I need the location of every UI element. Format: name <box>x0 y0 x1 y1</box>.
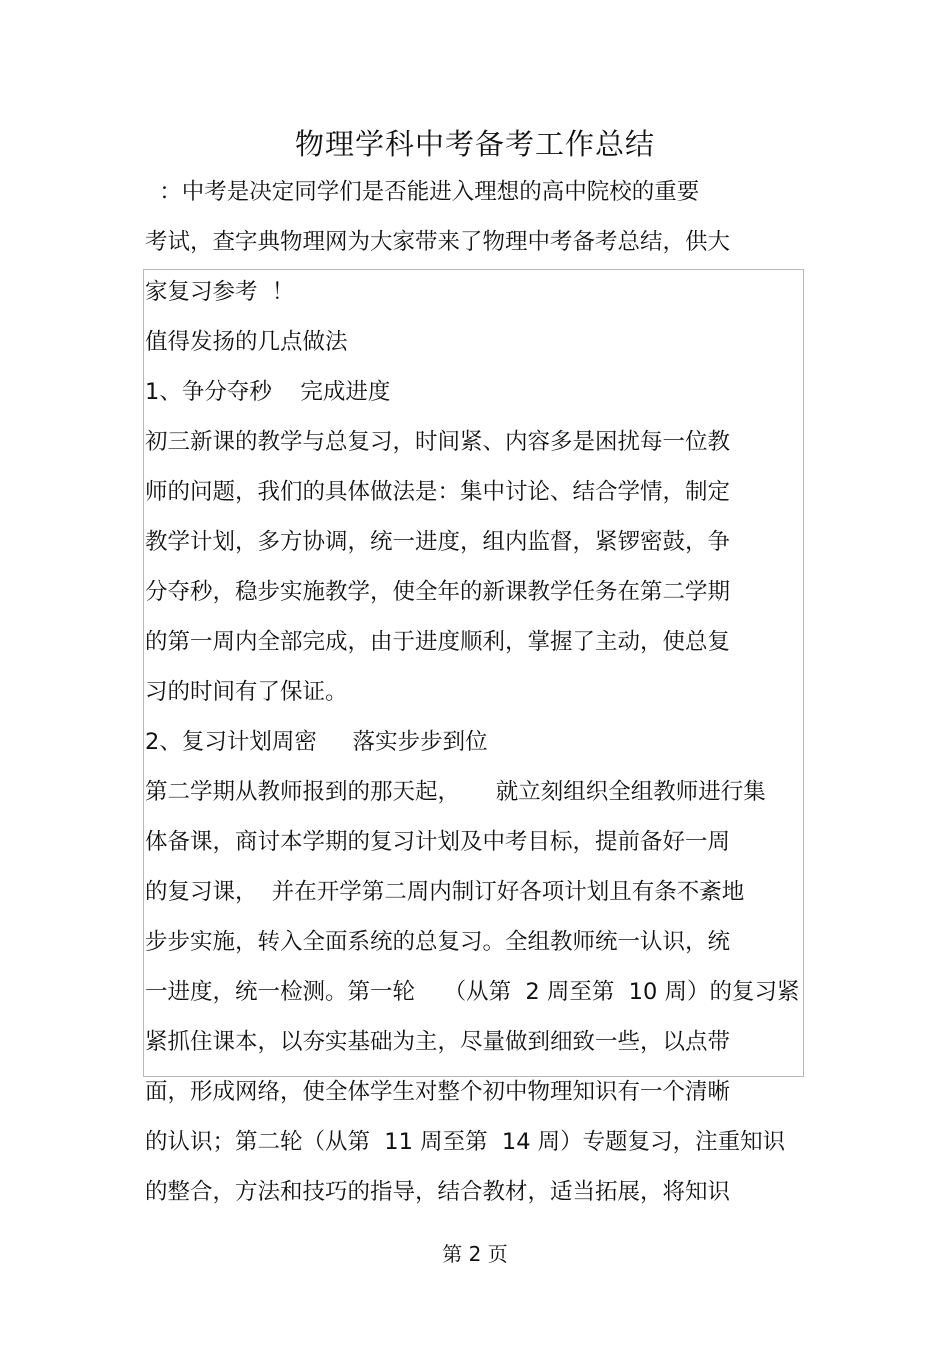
body-line: 家复习参考 ！ <box>145 279 295 305</box>
body-line: 师的问题，我们的具体做法是：集中讨论、结合学情，制定 <box>145 479 731 505</box>
body-line: 教学计划，多方协调，统一进度，组内监督，紧锣密鼓，争 <box>145 529 731 555</box>
body-line: 考试，查字典物理网为大家带来了物理中考备考总结，供大 <box>145 229 731 255</box>
page-number: 第 2 页 <box>442 1242 508 1266</box>
body-line: ：中考是决定同学们是否能进入理想的高中院校的重要 <box>145 179 700 205</box>
document-title: 物理学科中考备考工作总结 <box>294 127 655 161</box>
subsection-heading: 2、复习计划周密 落实步步到位 <box>145 729 488 755</box>
body-line: 习的时间有了保证。 <box>145 679 348 705</box>
body-line: 的第一周内全部完成，由于进度顺利，掌握了主动，使总复 <box>145 629 731 655</box>
body-line: 一进度，统一检测。第一轮 （从第 2 周至第 10 周）的复习紧 <box>145 979 800 1005</box>
body-line: 分夺秒，稳步实施教学，使全年的新课教学任务在第二学期 <box>145 579 731 605</box>
body-line: 步步实施，转入全面系统的总复习。全组教师统一认识，统 <box>145 929 731 955</box>
body-line: 第二学期从教师报到的那天起， 就立刻组织全组教师进行集 <box>145 779 766 805</box>
body-line: 的认识；第二轮（从第 11 周至第 14 周）专题复习，注重知识 <box>145 1129 786 1155</box>
body-line: 紧抓住课本，以夯实基础为主，尽量做到细致一些，以点带 <box>145 1029 731 1055</box>
section-heading: 值得发扬的几点做法 <box>145 329 348 355</box>
body-line: 初三新课的教学与总复习，时间紧、内容多是困扰每一位教 <box>145 429 731 455</box>
subsection-heading: 1、争分夺秒 完成进度 <box>145 379 391 405</box>
body-line: 的整合，方法和技巧的指导，结合教材，适当拓展，将知识 <box>145 1179 731 1205</box>
body-line: 体备课，商讨本学期的复习计划及中考目标，提前备好一周 <box>145 829 731 855</box>
body-line: 面，形成网络，使全体学生对整个初中物理知识有一个清晰 <box>145 1079 731 1105</box>
body-line: 的复习课， 并在开学第二周内制订好各项计划且有条不紊地 <box>145 879 745 905</box>
